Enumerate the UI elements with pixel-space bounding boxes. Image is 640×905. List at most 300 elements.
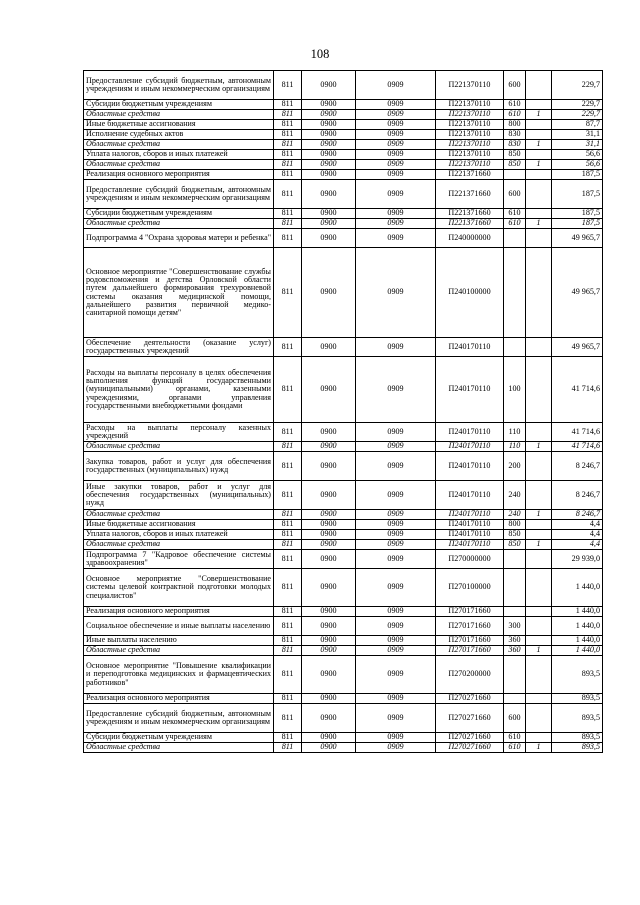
table-row: [84, 423, 603, 442]
row-name-cell: Иные бюджетные ассигнования: [84, 520, 274, 530]
amount-cell: 56,6: [552, 150, 603, 160]
code-cell-c6: [526, 130, 552, 140]
code-cell-c5: 200: [504, 452, 526, 481]
code-cell-c3: 0909: [356, 229, 436, 248]
row-name-cell: Исполнение судебных актов: [84, 130, 274, 140]
code-cell-c5: 110: [504, 442, 526, 452]
code-cell-c1: 811: [274, 540, 302, 550]
code-cell-c3: 0909: [356, 100, 436, 110]
code-cell-c1: 811: [274, 100, 302, 110]
code-cell-c1: 811: [274, 338, 302, 357]
amount-cell: 49 965,7: [552, 248, 603, 338]
table-row: [84, 550, 603, 569]
row-name-cell: Закупка товаров, работ и услуг для обеспечения государственных (муниципальных) нужд: [84, 452, 274, 481]
table-body: [84, 71, 603, 753]
code-cell-c4: П270171660: [436, 636, 504, 646]
code-cell-c5: 610: [504, 733, 526, 743]
code-cell-c4: П270000000: [436, 550, 504, 569]
code-cell-c1: 811: [274, 209, 302, 219]
code-cell-c4: П221371660: [436, 170, 504, 180]
code-cell-c6: [526, 338, 552, 357]
code-cell-c6: [526, 520, 552, 530]
code-cell-c4: П221370110: [436, 130, 504, 140]
code-cell-c4: П240170110: [436, 481, 504, 510]
code-cell-c4: П240170110: [436, 357, 504, 423]
code-cell-c4: П221371660: [436, 219, 504, 229]
code-cell-c6: [526, 150, 552, 160]
amount-cell: 893,5: [552, 743, 603, 753]
code-cell-c3: 0909: [356, 510, 436, 520]
code-cell-c2: 0900: [302, 71, 356, 100]
code-cell-c2: 0900: [302, 636, 356, 646]
code-cell-c2: 0900: [302, 694, 356, 704]
row-name-cell: Областные средства: [84, 140, 274, 150]
table-row: [84, 607, 603, 617]
table-row: [84, 540, 603, 550]
code-cell-c6: [526, 180, 552, 209]
code-cell-c2: 0900: [302, 209, 356, 219]
code-cell-c1: 811: [274, 150, 302, 160]
code-cell-c2: 0900: [302, 100, 356, 110]
code-cell-c4: П221370110: [436, 110, 504, 120]
code-cell-c5: [504, 694, 526, 704]
code-cell-c6: [526, 656, 552, 694]
code-cell-c4: П270271660: [436, 743, 504, 753]
code-cell-c6: [526, 481, 552, 510]
code-cell-c6: [526, 550, 552, 569]
amount-cell: 229,7: [552, 110, 603, 120]
amount-cell: 4,4: [552, 530, 603, 540]
code-cell-c2: 0900: [302, 248, 356, 338]
code-cell-c3: 0909: [356, 160, 436, 170]
code-cell-c4: П240170110: [436, 452, 504, 481]
row-name-cell: Областные средства: [84, 646, 274, 656]
code-cell-c1: 811: [274, 704, 302, 733]
code-cell-c5: 100: [504, 357, 526, 423]
table-row: [84, 338, 603, 357]
code-cell-c5: [504, 550, 526, 569]
code-cell-c6: [526, 248, 552, 338]
code-cell-c3: 0909: [356, 550, 436, 569]
code-cell-c3: 0909: [356, 71, 436, 100]
code-cell-c6: 1: [526, 160, 552, 170]
code-cell-c2: 0900: [302, 219, 356, 229]
amount-cell: 229,7: [552, 71, 603, 100]
code-cell-c1: 811: [274, 694, 302, 704]
row-name-cell: Иные бюджетные ассигнования: [84, 120, 274, 130]
code-cell-c2: 0900: [302, 150, 356, 160]
table-row: [84, 219, 603, 229]
amount-cell: 1 440,0: [552, 646, 603, 656]
code-cell-c2: 0900: [302, 646, 356, 656]
row-name-cell: Областные средства: [84, 110, 274, 120]
code-cell-c1: 811: [274, 569, 302, 607]
code-cell-c3: 0909: [356, 704, 436, 733]
row-name-cell: Областные средства: [84, 442, 274, 452]
code-cell-c1: 811: [274, 120, 302, 130]
code-cell-c4: П221370110: [436, 71, 504, 100]
code-cell-c6: [526, 357, 552, 423]
code-cell-c6: [526, 636, 552, 646]
code-cell-c5: 850: [504, 540, 526, 550]
code-cell-c2: 0900: [302, 520, 356, 530]
table-row: [84, 510, 603, 520]
code-cell-c6: [526, 170, 552, 180]
code-cell-c1: 811: [274, 656, 302, 694]
code-cell-c4: П270271660: [436, 704, 504, 733]
code-cell-c5: [504, 569, 526, 607]
code-cell-c5: [504, 248, 526, 338]
row-name-cell: Иные выплаты населению: [84, 636, 274, 646]
code-cell-c6: [526, 694, 552, 704]
code-cell-c5: 610: [504, 100, 526, 110]
code-cell-c2: 0900: [302, 140, 356, 150]
row-name-cell: Субсидии бюджетным учреждениям: [84, 100, 274, 110]
code-cell-c4: П221371660: [436, 180, 504, 209]
amount-cell: 893,5: [552, 656, 603, 694]
code-cell-c5: [504, 338, 526, 357]
code-cell-c2: 0900: [302, 540, 356, 550]
amount-cell: 41 714,6: [552, 423, 603, 442]
code-cell-c3: 0909: [356, 338, 436, 357]
table-row: [84, 140, 603, 150]
code-cell-c5: [504, 656, 526, 694]
code-cell-c5: 360: [504, 636, 526, 646]
code-cell-c1: 811: [274, 442, 302, 452]
code-cell-c5: 240: [504, 481, 526, 510]
row-name-cell: Областные средства: [84, 540, 274, 550]
code-cell-c5: 610: [504, 219, 526, 229]
code-cell-c4: П240170110: [436, 510, 504, 520]
code-cell-c4: П270171660: [436, 646, 504, 656]
code-cell-c2: 0900: [302, 229, 356, 248]
code-cell-c1: 811: [274, 140, 302, 150]
code-cell-c2: 0900: [302, 656, 356, 694]
amount-cell: 893,5: [552, 694, 603, 704]
code-cell-c2: 0900: [302, 442, 356, 452]
amount-cell: 41 714,6: [552, 357, 603, 423]
row-name-cell: Предоставление субсидий бюджетным, автономным учреждениям и иным некоммерческим организациям: [84, 180, 274, 209]
table-row: [84, 229, 603, 248]
code-cell-c4: П240170110: [436, 423, 504, 442]
row-name-cell: Уплата налогов, сборов и иных платежей: [84, 150, 274, 160]
row-name-cell: Реализация основного мероприятия: [84, 170, 274, 180]
row-name-cell: Расходы на выплаты персоналу в целях обеспечения выполнения функций государственными (муниципальными) органами, казенными учреждениями, органами управления государственными внебюджетными фондами: [84, 357, 274, 423]
table-row: [84, 704, 603, 733]
code-cell-c3: 0909: [356, 120, 436, 130]
code-cell-c4: П221370110: [436, 160, 504, 170]
code-cell-c4: П240170110: [436, 442, 504, 452]
table-row: [84, 248, 603, 338]
table-row: [84, 209, 603, 219]
code-cell-c5: [504, 229, 526, 248]
row-name-cell: Субсидии бюджетным учреждениям: [84, 209, 274, 219]
code-cell-c4: П240170110: [436, 540, 504, 550]
code-cell-c2: 0900: [302, 180, 356, 209]
code-cell-c3: 0909: [356, 219, 436, 229]
amount-cell: 187,5: [552, 180, 603, 209]
code-cell-c5: 360: [504, 646, 526, 656]
amount-cell: 49 965,7: [552, 338, 603, 357]
code-cell-c1: 811: [274, 550, 302, 569]
code-cell-c1: 811: [274, 646, 302, 656]
code-cell-c6: 1: [526, 442, 552, 452]
code-cell-c4: П240100000: [436, 248, 504, 338]
amount-cell: 8 246,7: [552, 510, 603, 520]
code-cell-c3: 0909: [356, 694, 436, 704]
code-cell-c1: 811: [274, 180, 302, 209]
amount-cell: 1 440,0: [552, 636, 603, 646]
code-cell-c4: П270200000: [436, 656, 504, 694]
code-cell-c3: 0909: [356, 357, 436, 423]
code-cell-c4: П221370110: [436, 100, 504, 110]
code-cell-c2: 0900: [302, 743, 356, 753]
code-cell-c1: 811: [274, 170, 302, 180]
code-cell-c5: 850: [504, 530, 526, 540]
code-cell-c4: П240170110: [436, 338, 504, 357]
code-cell-c3: 0909: [356, 209, 436, 219]
code-cell-c1: 811: [274, 452, 302, 481]
amount-cell: 893,5: [552, 704, 603, 733]
code-cell-c5: 850: [504, 150, 526, 160]
code-cell-c5: [504, 607, 526, 617]
code-cell-c6: [526, 71, 552, 100]
table-row: [84, 170, 603, 180]
amount-cell: 56,6: [552, 160, 603, 170]
row-name-cell: Реализация основного мероприятия: [84, 694, 274, 704]
code-cell-c2: 0900: [302, 530, 356, 540]
code-cell-c2: 0900: [302, 357, 356, 423]
row-name-cell: Уплата налогов, сборов и иных платежей: [84, 530, 274, 540]
code-cell-c2: 0900: [302, 130, 356, 140]
code-cell-c3: 0909: [356, 743, 436, 753]
row-name-cell: Основное мероприятие "Совершенствование службы родовспоможения и детства Орловской области путем дальнейшего формирования трехуровневой системы оказания медицинской помощи, дальнейшего развития первичной медико-санитарной помощи детям": [84, 248, 274, 338]
amount-cell: 187,5: [552, 219, 603, 229]
table-row: [84, 357, 603, 423]
code-cell-c2: 0900: [302, 481, 356, 510]
code-cell-c5: 800: [504, 120, 526, 130]
amount-cell: 4,4: [552, 520, 603, 530]
code-cell-c6: [526, 120, 552, 130]
amount-cell: 4,4: [552, 540, 603, 550]
code-cell-c6: [526, 452, 552, 481]
code-cell-c6: [526, 704, 552, 733]
code-cell-c6: [526, 569, 552, 607]
code-cell-c2: 0900: [302, 510, 356, 520]
row-name-cell: Социальное обеспечение и иные выплаты населению: [84, 617, 274, 636]
code-cell-c5: 240: [504, 510, 526, 520]
code-cell-c4: П221370110: [436, 140, 504, 150]
code-cell-c3: 0909: [356, 452, 436, 481]
code-cell-c6: 1: [526, 110, 552, 120]
code-cell-c3: 0909: [356, 130, 436, 140]
code-cell-c4: П270271660: [436, 694, 504, 704]
code-cell-c4: П240170110: [436, 520, 504, 530]
code-cell-c2: 0900: [302, 423, 356, 442]
code-cell-c1: 811: [274, 530, 302, 540]
amount-cell: 893,5: [552, 733, 603, 743]
code-cell-c4: П240000000: [436, 229, 504, 248]
code-cell-c4: П221370110: [436, 150, 504, 160]
row-name-cell: Областные средства: [84, 219, 274, 229]
code-cell-c4: П270171660: [436, 617, 504, 636]
code-cell-c5: 610: [504, 110, 526, 120]
code-cell-c6: [526, 423, 552, 442]
code-cell-c1: 811: [274, 743, 302, 753]
table-row: [84, 120, 603, 130]
table-row: [84, 100, 603, 110]
code-cell-c5: 610: [504, 209, 526, 219]
code-cell-c3: 0909: [356, 569, 436, 607]
code-cell-c5: 300: [504, 617, 526, 636]
code-cell-c3: 0909: [356, 180, 436, 209]
code-cell-c4: П240170110: [436, 530, 504, 540]
row-name-cell: Подпрограмма 7 "Кадровое обеспечение системы здравоохранения": [84, 550, 274, 569]
table-row: [84, 520, 603, 530]
code-cell-c5: 600: [504, 180, 526, 209]
code-cell-c2: 0900: [302, 617, 356, 636]
code-cell-c1: 811: [274, 229, 302, 248]
amount-cell: 8 246,7: [552, 452, 603, 481]
code-cell-c1: 811: [274, 481, 302, 510]
row-name-cell: Иные закупки товаров, работ и услуг для обеспечения государственных (муниципальных) нужд: [84, 481, 274, 510]
amount-cell: 31,1: [552, 140, 603, 150]
code-cell-c4: П221371660: [436, 209, 504, 219]
row-name-cell: Субсидии бюджетным учреждениям: [84, 733, 274, 743]
code-cell-c1: 811: [274, 617, 302, 636]
code-cell-c3: 0909: [356, 248, 436, 338]
table-row: [84, 150, 603, 160]
code-cell-c1: 811: [274, 110, 302, 120]
amount-cell: 29 939,0: [552, 550, 603, 569]
code-cell-c2: 0900: [302, 569, 356, 607]
table-row: [84, 442, 603, 452]
code-cell-c2: 0900: [302, 704, 356, 733]
amount-cell: 41 714,6: [552, 442, 603, 452]
code-cell-c4: П221370110: [436, 120, 504, 130]
code-cell-c4: П270171660: [436, 607, 504, 617]
code-cell-c4: П270100000: [436, 569, 504, 607]
code-cell-c3: 0909: [356, 733, 436, 743]
code-cell-c2: 0900: [302, 110, 356, 120]
page-number: 108: [310, 47, 330, 61]
code-cell-c3: 0909: [356, 442, 436, 452]
amount-cell: 87,7: [552, 120, 603, 130]
code-cell-c3: 0909: [356, 530, 436, 540]
amount-cell: 1 440,0: [552, 569, 603, 607]
budget-table: [83, 70, 603, 753]
code-cell-c5: [504, 170, 526, 180]
amount-cell: 1 440,0: [552, 617, 603, 636]
code-cell-c1: 811: [274, 248, 302, 338]
code-cell-c6: [526, 530, 552, 540]
code-cell-c3: 0909: [356, 423, 436, 442]
amount-cell: 31,1: [552, 130, 603, 140]
code-cell-c1: 811: [274, 71, 302, 100]
code-cell-c6: [526, 209, 552, 219]
code-cell-c6: [526, 617, 552, 636]
code-cell-c1: 811: [274, 520, 302, 530]
row-name-cell: Основное мероприятие "Совершенствование системы целевой контрактной подготовки молодых специалистов": [84, 569, 274, 607]
amount-cell: 187,5: [552, 209, 603, 219]
table-row: [84, 160, 603, 170]
code-cell-c6: [526, 100, 552, 110]
table-row: [84, 530, 603, 540]
code-cell-c2: 0900: [302, 733, 356, 743]
amount-cell: 187,5: [552, 170, 603, 180]
code-cell-c3: 0909: [356, 150, 436, 160]
code-cell-c3: 0909: [356, 656, 436, 694]
table-row: [84, 636, 603, 646]
table-row: [84, 180, 603, 209]
table-row: [84, 452, 603, 481]
amount-cell: 1 440,0: [552, 607, 603, 617]
code-cell-c1: 811: [274, 130, 302, 140]
code-cell-c2: 0900: [302, 452, 356, 481]
code-cell-c6: 1: [526, 510, 552, 520]
code-cell-c4: П270271660: [436, 733, 504, 743]
table-row: [84, 617, 603, 636]
code-cell-c3: 0909: [356, 140, 436, 150]
amount-cell: 49 965,7: [552, 229, 603, 248]
code-cell-c5: 850: [504, 160, 526, 170]
code-cell-c6: 1: [526, 540, 552, 550]
table-row: [84, 733, 603, 743]
code-cell-c3: 0909: [356, 520, 436, 530]
code-cell-c3: 0909: [356, 540, 436, 550]
code-cell-c3: 0909: [356, 607, 436, 617]
code-cell-c5: 110: [504, 423, 526, 442]
row-name-cell: Основное мероприятие "Повышение квалификации и переподготовка медицинских и фармацевтических работников": [84, 656, 274, 694]
code-cell-c1: 811: [274, 357, 302, 423]
table-row: [84, 110, 603, 120]
code-cell-c5: 600: [504, 704, 526, 733]
code-cell-c6: 1: [526, 140, 552, 150]
code-cell-c1: 811: [274, 160, 302, 170]
code-cell-c2: 0900: [302, 170, 356, 180]
amount-cell: 8 246,7: [552, 481, 603, 510]
table-row: [84, 569, 603, 607]
row-name-cell: Областные средства: [84, 743, 274, 753]
code-cell-c2: 0900: [302, 120, 356, 130]
code-cell-c6: [526, 229, 552, 248]
code-cell-c3: 0909: [356, 636, 436, 646]
row-name-cell: Предоставление субсидий бюджетным, автономным учреждениям и иным некоммерческим организациям: [84, 704, 274, 733]
row-name-cell: Областные средства: [84, 160, 274, 170]
code-cell-c3: 0909: [356, 481, 436, 510]
code-cell-c2: 0900: [302, 338, 356, 357]
table-row: [84, 743, 603, 753]
table-row: [84, 481, 603, 510]
code-cell-c1: 811: [274, 733, 302, 743]
code-cell-c1: 811: [274, 423, 302, 442]
code-cell-c2: 0900: [302, 550, 356, 569]
code-cell-c5: 610: [504, 743, 526, 753]
row-name-cell: Подпрограмма 4 "Охрана здоровья матери и ребенка": [84, 229, 274, 248]
code-cell-c5: 600: [504, 71, 526, 100]
code-cell-c5: 830: [504, 140, 526, 150]
code-cell-c1: 811: [274, 607, 302, 617]
code-cell-c6: 1: [526, 743, 552, 753]
code-cell-c3: 0909: [356, 110, 436, 120]
code-cell-c6: 1: [526, 646, 552, 656]
table-row: [84, 71, 603, 100]
table-row: [84, 130, 603, 140]
amount-cell: 229,7: [552, 100, 603, 110]
code-cell-c6: 1: [526, 219, 552, 229]
code-cell-c3: 0909: [356, 617, 436, 636]
table-row: [84, 694, 603, 704]
